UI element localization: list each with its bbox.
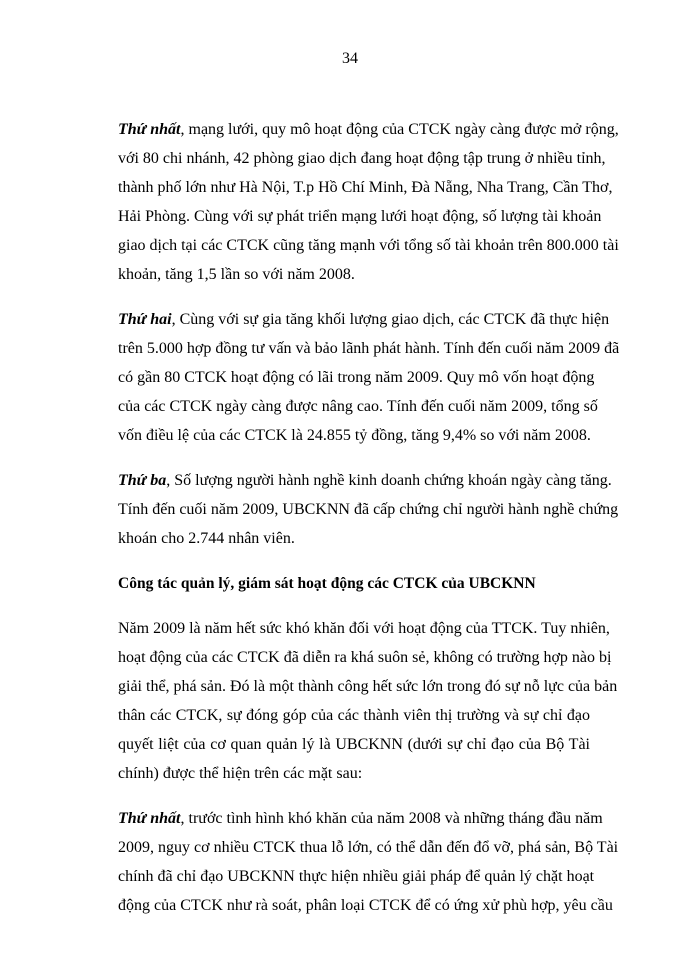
paragraph-text: , mạng lưới, quy mô hoạt động của CTCK ngày càng được mở rộng, (180, 121, 619, 138)
paragraph-line: có gần 80 CTCK hoạt động có lãi trong năm 2009. Quy mô vốn hoạt động (118, 369, 595, 386)
paragraph-line: chính đã chỉ đạo UBCKNN thực hiện nhiều giải pháp để quản lý chặt hoạt (118, 868, 595, 885)
paragraph-text: , Số lượng người hành nghề kinh doanh chứng khoán ngày càng tăng. (166, 472, 612, 489)
paragraph-text: , Cùng với sự gia tăng khối lượng giao dịch, các CTCK đã thực hiện (171, 311, 610, 328)
paragraph-line: khoán cho 2.744 nhân viên. (118, 530, 295, 547)
paragraph-lead: Thứ hai (118, 311, 172, 328)
paragraph-line: động của CTCK như rà soát, phân loại CTCK để có ứng xử phù hợp, yêu cầu (118, 897, 613, 914)
paragraph-third-practitioners (118, 466, 619, 553)
paragraph-lead: Thứ nhất (118, 810, 181, 827)
paragraph-line: Hải Phòng. Cùng với sự phát triển mạng lưới hoạt động, số lượng tài khoản (118, 208, 602, 225)
paragraph-lead: Thứ nhất (118, 121, 181, 138)
paragraph-line (118, 305, 610, 334)
paragraph-line: 2009, nguy cơ nhiều CTCK thua lỗ lớn, có thể dẫn đến đổ vỡ, phá sản, Bộ Tài (118, 839, 619, 856)
paragraph-line: vốn điều lệ của các CTCK là 24.855 tỷ đồng, tăng 9,4% so với năm 2008. (118, 427, 591, 444)
paragraph-line: giao dịch tại các CTCK cũng tăng mạnh với tổng số tài khoản trên 800.000 tài (118, 237, 619, 254)
paragraph-line (118, 115, 619, 144)
paragraph-line: Tính đến cuối năm 2009, UBCKNN đã cấp chứng chỉ người hành nghề chứng (118, 501, 619, 518)
page-number: 34 (342, 50, 358, 67)
paragraph-text: , trước tình hình khó khăn của năm 2008 và những tháng đầu năm (180, 810, 603, 827)
paragraph-first-measures (118, 804, 619, 920)
paragraph-line: Năm 2009 là năm hết sức khó khăn đối với hoạt động của TTCK. Tuy nhiên, (118, 620, 610, 637)
paragraph-line (118, 804, 603, 833)
paragraph-line: thân các CTCK, sự đóng góp của các thành viên thị trường và sự chỉ đạo (118, 707, 590, 724)
paragraph-line: thành phố lớn như Hà Nội, T.p Hồ Chí Minh, Đà Nẵng, Nha Trang, Cần Thơ, (118, 179, 613, 196)
document-body (118, 115, 620, 920)
paragraph-year-2009 (118, 614, 618, 788)
paragraph-line: hoạt động của các CTCK đã diễn ra khá suôn sẻ, không có trường hợp nào bị (118, 649, 612, 666)
section-heading: Công tác quản lý, giám sát hoạt động các CTCK của UBCKNN (118, 575, 536, 592)
paragraph-line: với 80 chi nhánh, 42 phòng giao dịch đang hoạt động tập trung ở nhiều tỉnh, (118, 150, 606, 167)
paragraph-line: giải thể, phá sản. Đó là một thành công hết sức lớn trong đó sự nỗ lực của bản (118, 678, 618, 695)
paragraph-line (118, 466, 612, 495)
paragraph-second-contracts (118, 305, 620, 450)
paragraph-line: chính) được thể hiện trên các mặt sau: (118, 765, 363, 782)
paragraph-line: khoản, tăng 1,5 lần so với năm 2008. (118, 266, 355, 283)
paragraph-lead: Thứ ba (118, 472, 167, 489)
paragraph-line: trên 5.000 hợp đồng tư vấn và bảo lãnh phát hành. Tính đến cuối năm 2009 đã (118, 340, 620, 357)
paragraph-first-network (118, 115, 619, 289)
paragraph-line: của các CTCK ngày càng được nâng cao. Tính đến cuối năm 2009, tổng số (118, 398, 598, 415)
paragraph-line: quyết liệt của cơ quan quản lý là UBCKNN (dưới sự chỉ đạo của Bộ Tài (118, 736, 590, 753)
